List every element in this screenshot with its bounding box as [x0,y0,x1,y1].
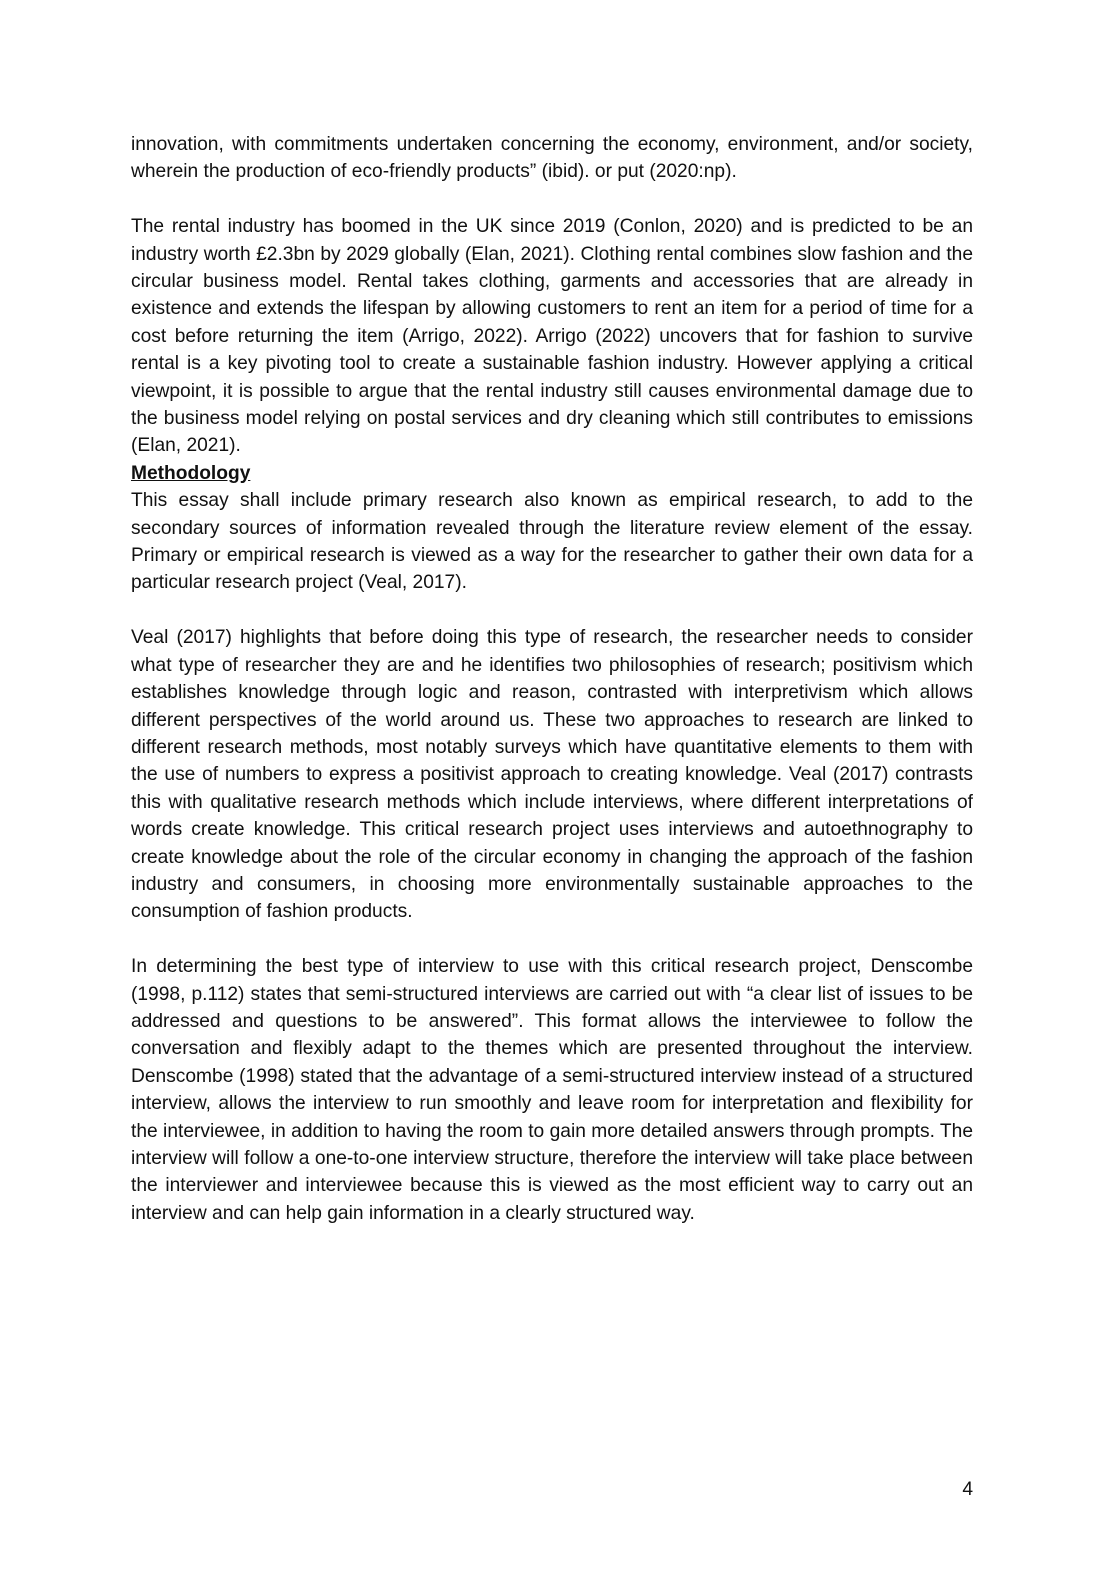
page-number: 4 [962,1479,973,1500]
methodology-heading: Methodology [131,462,251,484]
paragraph-semi-structured-interviews: In determining the best type of interview to use with this critical research project, Denscombe (1998, p.112) states that semi-structured interviews are carried out with “a clear list of issues to be addressed and questions to be answered”. This format allows the interviewee to follow the conversation and flexibly adapt to the themes which are presented throughout the interview. Denscombe (1998) stated that the advantage of a semi-structured interview instead of a structured interview, allows the interview to run smoothly and leave room for interpretation and flexibility for the interviewee, in addition to having the room to gain more detailed answers through prompts. The interview will follow a one-to-one interview structure, therefore the interview will take place between the interviewer and interviewee because this is viewed as the most efficient way to carry out an interview and can help gain information in a clearly structured way. [131,956,973,1224]
page-body [131,131,973,1227]
paragraph-innovation-quote: innovation, with commitments undertaken concerning the economy, environment, and/or society, wherein the production of eco-friendly products” (ibid). or put (2020:np). [131,134,973,183]
paragraph-primary-research: This essay shall include primary research also known as empirical research, to add to the secondary sources of information revealed through the literature review element of the essay. Primary or empirical research is viewed as a way for the researcher to gather their own data for a particular research project (Veal, 2017). [131,490,973,594]
paragraph-rental-industry: The rental industry has boomed in the UK since 2019 (Conlon, 2020) and is predicted to be an industry worth £2.3bn by 2029 globally (Elan, 2021). Clothing rental combines slow fashion and the circular business model. Rental takes clothing, garments and accessories that are already in existence and extends the lifespan by allowing customers to rent an item for a period of time for a cost before returning the item (Arrigo, 2022). Arrigo (2022) uncovers that for fashion to survive rental is a key pivoting tool to create a sustainable fashion industry. However applying a critical viewpoint, it is possible to argue that the rental industry still causes environmental damage due to the business model relying on postal services and dry cleaning which still contributes to emissions (Elan, 2021). [131,216,973,457]
paragraph-research-philosophies: Veal (2017) highlights that before doing this type of research, the researcher needs to consider what type of researcher they are and he identifies two philosophies of research; positivism which establishes knowledge through logic and reason, contrasted with interpretivism which allows different perspectives of the world around us. These two approaches to research are linked to different research methods, most notably surveys which have quantitative elements to them with the use of numbers to express a positivist approach to creating knowledge. Veal (2017) contrasts this with qualitative research methods which include interviews, where different interpretations of words create knowledge. This critical research project uses interviews and autoethnography to create knowledge about the role of the circular economy in changing the approach of the fashion industry and consumers, in choosing more environmentally sustainable approaches to the consumption of fashion products. [131,627,973,923]
